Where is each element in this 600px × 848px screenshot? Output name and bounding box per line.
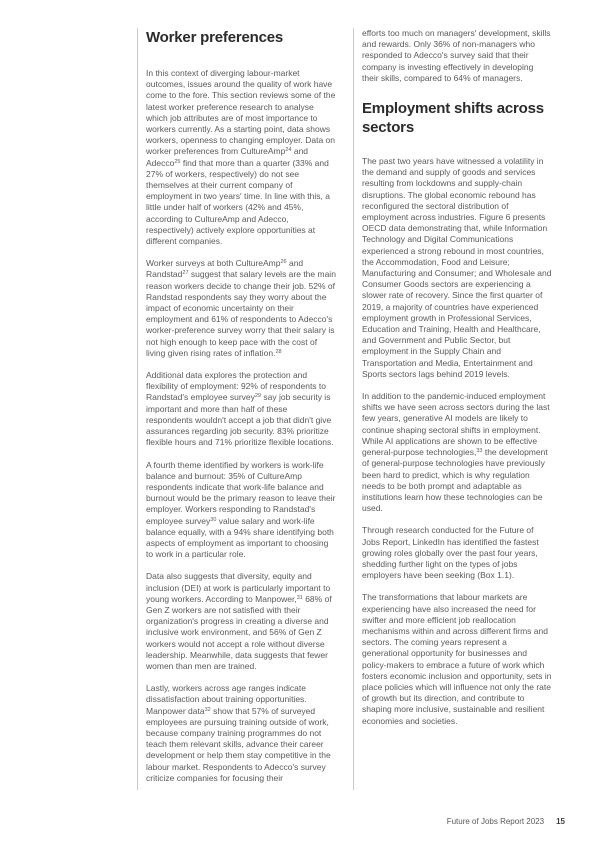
paragraph-group-employment-shifts	[362, 156, 552, 727]
heading-line-1: Employment shifts across	[362, 100, 544, 118]
footnote-reference: 31	[296, 594, 303, 601]
footer-report-title: Future of Jobs Report 2023	[446, 817, 545, 826]
footnote-reference: 29	[254, 393, 261, 400]
right-column	[353, 28, 552, 790]
left-column	[137, 28, 336, 790]
paragraph-group-worker-preferences	[146, 68, 336, 784]
section-heading-employment-shifts	[362, 99, 552, 137]
footnote-reference: 27	[182, 270, 189, 277]
paragraph-group-worker-preferences-continued	[362, 28, 552, 84]
paragraph: Additional data explores the protection and flexibility of employment: 92% of respondents to Randstad's employee survey$^{29}$ say job security is important and more than half of these respondents wouldn't accept a job that didn't give assurances regarding job security. 83% prioritize flexible hours and 71% prioritize flexible locations.	[146, 370, 334, 448]
paragraph: The past two years have witnessed a volatility in the demand and supply of goods and services resulting from lockdowns and supply-chain disruptions. The global economic rebound has reconfigured the sectoral distribution of employment across industries. Figure 6 presents OECD data demonstrating that, while Information Technology and Digital Communications experienced a strong rebound in most countries, the Accommodation, Food and Leisure; Manufacturing and Consumer; and Wholesale and Consumer Goods sectors are experiencing a slower rate of recovery. Since the first quarter of 2019, a majority of countries have experienced employment growth in Professional Services, Education and Training, Health and Healthcare, and Government and Public Sector, but employment in the Supply Chain and Transportation and Media, Entertainment and Sports sectors lags behind 2019 levels.	[362, 156, 552, 379]
paragraph: Through research conducted for the Future of Jobs Report, LinkedIn has identified the fastest growing roles globally over the past four years, shedding further light on the types of jobs employers have been seeking (Box 1.1).	[362, 525, 539, 581]
footnote-reference: 24	[285, 147, 292, 154]
footnote-reference: 33	[476, 448, 483, 455]
paragraph: The transformations that labour markets are experiencing have also increased the need for swifter and more efficient job reallocation mechanisms within and across different firms and sectors. The coming years represent a generational opportunity for businesses and policy-makers to embrace a future of work which fosters economic inclusion and opportunity, sets in place policies which will influence not only the rate of growth but its direction, and contribute to shaping more inclusive, sustainable and resilient economies and societies.	[362, 592, 552, 726]
column-rule	[353, 28, 354, 790]
page-footer	[447, 817, 565, 826]
paragraph: In addition to the pandemic-induced employment shifts we have seen across sectors during the last few years, generative AI models are likely to continue shaping sectoral shifts in employment. While AI applications are shown to be effective general-purpose technologies,$^{33}$ the development of general-purpose technologies have previously been hard to predict, which is why regulation needs to be both prompt and adaptable as institutions learn how these technologies can be used.	[362, 391, 550, 514]
paragraph: efforts too much on managers' development, skills and rewards. Only 36% of non-managers who responded to Adecco's survey said that their company is investing effectively in developing their skills, compared to 64% of managers.	[362, 28, 551, 83]
footnote-reference: 26	[280, 259, 287, 266]
heading-text: Worker preferences	[146, 29, 284, 46]
column-rule	[137, 28, 138, 790]
paragraph: A fourth theme identified by workers is work-life balance and burnout: 35% of CultureAmp respondents indicate that work-life balance and burnout would be the primary reason to leave their employer. Workers responding to Randstad's employee survey$^{30}$ value salary and work-life balance equally, with a 94% share identifying both aspects of employment as important to choosing to work in a particular role.	[146, 459, 336, 560]
footnote-reference: 28	[275, 348, 282, 355]
heading-line-2: sectors	[362, 119, 414, 137]
footnote-reference: 32	[204, 706, 211, 713]
footnote-reference: 30	[210, 516, 217, 523]
footer-page-number: 15	[556, 817, 565, 826]
paragraph: Worker surveys at both CultureAmp$^{26}$ and Randstad$^{27}$ suggest that salary levels are the main reason workers decide to change their job. 52% of Randstad respondents say they worry about the impact of economic uncertainty on their employment and 61% of respondents to Adecco's worker-preference survey worry that their salary is not high enough to keep pace with the cost of living given rising rates of inflation.$^{28}$	[146, 258, 336, 358]
footnote-reference: 25	[174, 158, 181, 165]
paragraph: Lastly, workers across age ranges indicate dissatisfaction about training opportunities. Manpower data$^{32}$ show that 57% of surveyed employees are pursuing training outside of work, because company training programmes do not teach them relevant skills, advance their career development or help them stay competitive in the labour market. Respondents to Adecco's survey criticize companies for focusing their	[146, 683, 331, 783]
paragraph: In this context of diverging labour-market outcomes, issues around the quality of work have come to the fore. This section reviews some of the latest worker preference research to analyse which job attributes are of most importance to workers currently. As a starting point, data shows workers, openness to changing employer. Data on worker preferences from CultureAmp$^{24}$ and Adecco$^{25}$ find that more than a quarter (33% and 27% of workers, respectively) do not see themselves at their current company of employment in two years' time. In line with this, a little under half of workers (42% and 45%, according to CultureAmp and Adecco, respectively) actively explore opportunities at different companies.	[146, 68, 336, 247]
section-heading-worker-preferences	[146, 28, 336, 47]
paragraph: Data also suggests that diversity, equity and inclusion (DEI) at work is particularly important to young workers. According to Manpower,$^{31}$ 68% of Gen Z workers are not satisfied with their organization's progress in creating a diverse and inclusive work environment, and 56% of Gen Z workers would not accept a role without diverse leadership. Meanwhile, data suggests that fewer women than men are trained.	[146, 571, 332, 671]
